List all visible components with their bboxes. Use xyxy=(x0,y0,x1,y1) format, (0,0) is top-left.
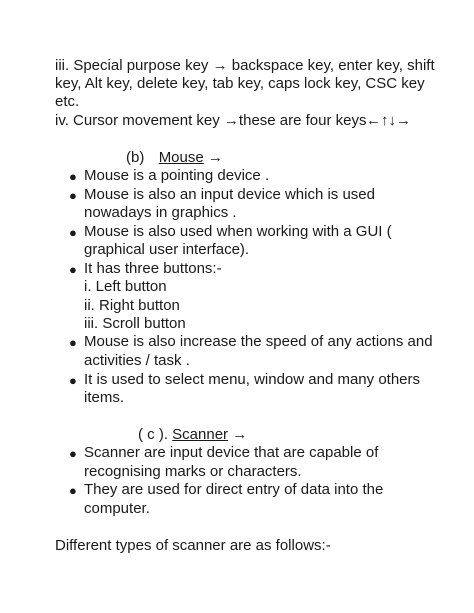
bullet-icon: ● xyxy=(69,225,77,240)
scanner-heading-arrow: → xyxy=(232,426,248,443)
mouse-bullet-6-line-1: It is used to select menu, window and many others xyxy=(84,371,421,388)
scanner-bullet-1-line-1: Scanner are input device that are capable of xyxy=(84,444,379,461)
bullet-icon: ● xyxy=(69,188,77,203)
bullet-icon: ● xyxy=(69,446,77,461)
mouse-bullet-2-line-1: Mouse is also an input device which is used xyxy=(84,186,375,203)
scanner-bullet-1-line-2: recognising marks or characters. xyxy=(84,463,302,480)
bullet-icon: ● xyxy=(69,373,77,388)
mouse-heading-title: Mouse xyxy=(158,149,204,166)
mouse-bullet-6-line-2: items. xyxy=(84,389,125,406)
mouse-left-button-item: i. Left button xyxy=(84,278,167,295)
special-purpose-key-line-3: etc. xyxy=(55,93,80,110)
mouse-bullet-5-line-1: Mouse is also increase the speed of any actions and xyxy=(84,333,433,350)
special-purpose-key-line-2: key, Alt key, delete key, tab key, caps lock key, CSC key xyxy=(55,75,425,92)
mouse-bullet-4: It has three buttons:- xyxy=(84,260,222,277)
scanner-bullet-2-line-2: computer. xyxy=(84,500,150,517)
scanner-bullet-2-line-1: They are used for direct entry of data into the xyxy=(84,481,384,498)
mouse-bullet-5-line-2: activities / task . xyxy=(84,352,190,369)
scanner-types-line: Different types of scanner are as follows:- xyxy=(55,537,331,554)
special-purpose-key-line-1: iii. Special purpose key → backspace key, enter key, shift xyxy=(55,57,435,74)
cursor-movement-key-line: iv. Cursor movement key →these are four keys xyxy=(55,112,367,129)
cursor-arrows: ←↑↓→ xyxy=(366,112,411,129)
mouse-heading xyxy=(126,149,223,167)
mouse-heading-prefix: (b) xyxy=(126,149,145,166)
mouse-heading-arrow: → xyxy=(207,149,223,166)
mouse-scroll-button-item: iii. Scroll button xyxy=(84,315,186,332)
bullet-icon: ● xyxy=(69,483,77,498)
mouse-right-button-item: ii. Right button xyxy=(84,297,180,314)
bullet-icon: ● xyxy=(69,335,77,350)
mouse-bullet-3-line-1: Mouse is also used when working with a GUI ( xyxy=(84,223,392,240)
mouse-bullet-3-line-2: graphical user interface). xyxy=(84,241,250,258)
mouse-bullet-2-line-2: nowadays in graphics . xyxy=(84,204,237,221)
scanner-heading-title: Scanner xyxy=(172,426,229,443)
scanner-heading xyxy=(138,426,247,444)
scanner-heading-prefix: ( c ). xyxy=(138,426,168,443)
bullet-icon: ● xyxy=(69,262,77,277)
mouse-bullet-1: Mouse is a pointing device . xyxy=(84,167,270,184)
bullet-icon: ● xyxy=(69,169,77,184)
